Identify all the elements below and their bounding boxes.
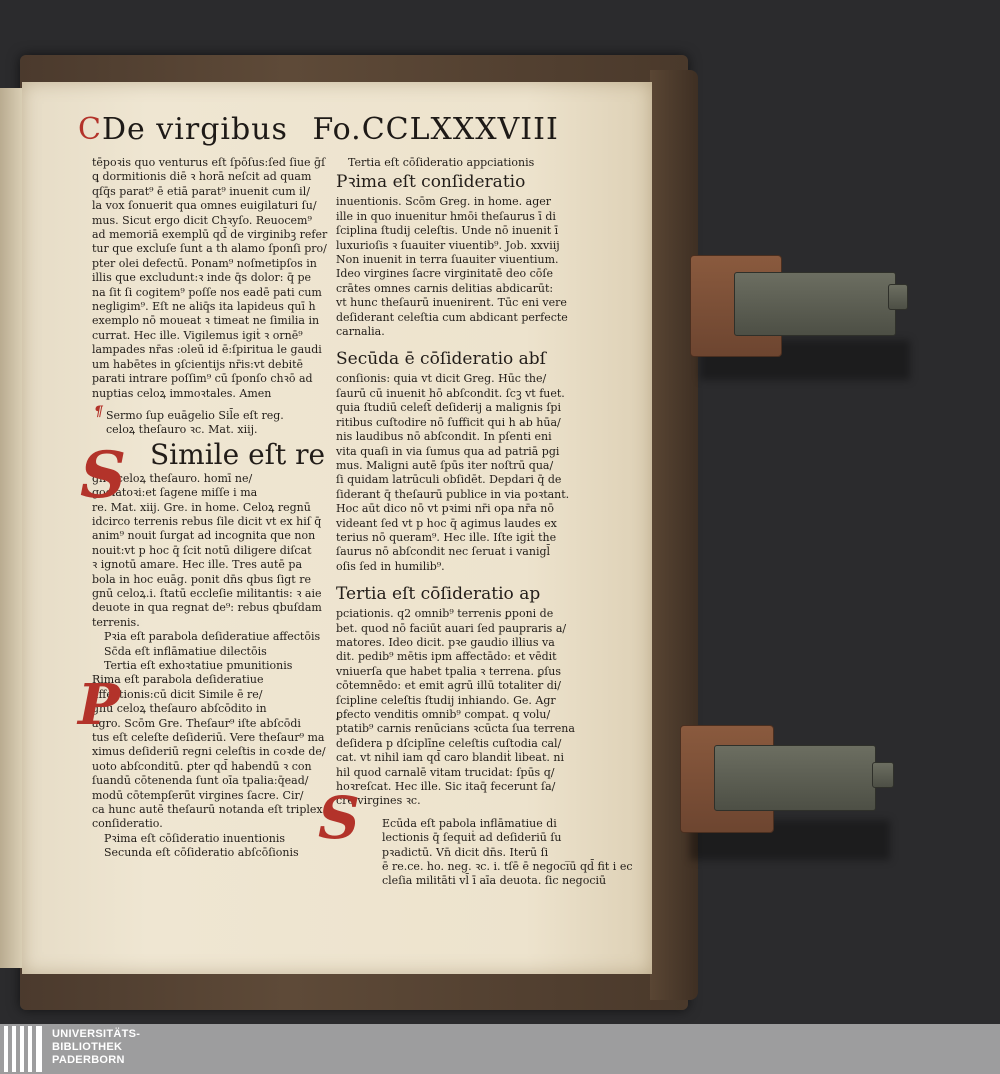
text-line: ca hunc autē theſaurū notanda eſt triplex: [92, 803, 323, 817]
text-line: vt hunc theſaurū inuenirent. Tūc eni vere: [336, 296, 567, 310]
text-line: Pꝛima eſt cōſideratio inuentionis: [104, 831, 286, 845]
text-line: uoto abſconditū. ꝑter qd̄ habendū ꝛ con: [92, 759, 312, 773]
text-line: ritibus cuſtodire nō ſufficit qui h ab hūa/: [336, 415, 561, 429]
text-line: nuptias celoꝝ immoꝛtales. Amen: [92, 386, 272, 400]
text-line: Pꝛia eſt parabola deſideratiue affectōis: [104, 630, 321, 644]
text-line: inuentionis. Scōm Greg. in home. ager: [336, 195, 552, 209]
initial-p-decorated: P: [78, 672, 121, 738]
text-line: cōtemnēdo: et emit agrū illū totaliter di/: [336, 679, 561, 693]
right-paragraph-2: [336, 372, 568, 574]
lower-clasp-metal: [714, 745, 876, 811]
parable-list: [92, 630, 328, 673]
library-logo-text: [52, 1028, 140, 1067]
text-line: pciationis. q2 omnib⁹ terrenis ꝑponi de: [336, 607, 554, 621]
text-line: pter olei defectū. Ponam⁹ noſmetipſos in: [92, 256, 317, 270]
big-heading-line: Simile eſt re: [150, 437, 326, 471]
text-line: hoꝛreſcat. Hec ille. Sic itaq̄ fecerunt ſa/: [336, 780, 556, 794]
text-line: ꝛ ignotū amare. Hec ille. Tres autē pa: [92, 558, 303, 572]
left-paragraph-1: [92, 156, 328, 401]
text-line: parati intrare poſſim⁹ cū ſponſo chꝛō ad: [92, 372, 313, 386]
text-line: tur que excluſe ſunt a th alamo ſponſi pro/: [92, 242, 327, 256]
text-line: gociatoꝛi:et ſagene miſſe i ma: [92, 486, 258, 500]
text-line: tēpoꝛis quo venturus eſt ſpōſus:ſed ſiue ḡſ: [92, 156, 326, 169]
text-line: cleſia militāti vl̄ ī aīa deuota. ſic negociū: [382, 874, 607, 888]
text-line: conſionis: quia vt dicit Greg. Hūc the/: [336, 372, 547, 386]
subheading-secunda: Secūda ē cōſideratio abſ: [336, 349, 546, 370]
text-line: ximus deſideriū regni celeſtis in coꝛde de/: [92, 745, 326, 759]
text-line: mus. Maligni autē ſpūs iter noſtrū qua/: [336, 458, 554, 472]
text-line: conſideratio.: [92, 817, 163, 831]
text-line: currat. Hec ille. Vigilemus igiṫ ꝛ ornē⁹: [92, 328, 303, 342]
text-line: cre virgines ꝛc.: [336, 794, 421, 808]
text-line: re. Mat. xiij. Gre. in home. Celoꝝ regnū: [92, 500, 311, 514]
consideration-list: [92, 832, 328, 861]
text-line: ſcipline celeſtis ſtudij inhiando. Ge. Agr: [336, 693, 556, 707]
cover-edge: [650, 70, 698, 1000]
lower-clasp-tip: [872, 762, 894, 788]
text-line: gnū celoꝝ.i. ſtatū eccleſie militantis: ꝛ aie: [92, 586, 322, 600]
text-line: bet. quod nō faciūt auari ſed paupraris a/: [336, 621, 567, 635]
text-line: Tertia eſt exhoꝛtatiue pmunitionis: [104, 659, 293, 672]
right-column: [336, 156, 633, 889]
text-line: affectionis:cū dicit Simile ē re/: [92, 687, 263, 701]
text-line: illis que excludunt:ꝛ inde q̄s dolor: q̄ pe: [92, 271, 312, 285]
text-line: tus eſt celeſte deſideriū. Vere theſaur⁹ ma: [92, 731, 325, 745]
text-line: terius nō queram⁹. Hec ille. Iſte igiṫ the: [336, 530, 557, 544]
library-footer: [0, 1024, 1000, 1074]
left-paragraph-2: [92, 472, 328, 630]
logo-line-2: BIBLIOTHEK: [52, 1041, 123, 1053]
text-line: negligim⁹. Eſt ne aliq̄s ita lapideus quī h: [92, 300, 316, 314]
text-line: la vox ſonuerit qua omnes euigilaturi ſu/: [92, 199, 317, 213]
right-paragraph-4: [336, 816, 633, 889]
text-line: ſiderant q̄ theſaurū publice in via poꝛtant.: [336, 487, 570, 501]
text-line: dit. pedib⁹ mētis ipm affectādo: et vēdit: [336, 650, 557, 664]
logo-line-1: UNIVERSITÄTS-: [52, 1028, 141, 1040]
text-line: modū cōtempſerūt virgines ſacre. Cir/: [92, 788, 304, 802]
text-line: nouit:vt p hoc q̄ ſcit notū diligere diſcat: [92, 543, 312, 557]
text-line: carnalia.: [336, 325, 385, 339]
text-line: oſis ſed in humilib⁹.: [336, 559, 445, 573]
text-line: ē re.ce. ho. neg. ꝛc. i. tſē ē negoci̅ū qd̄ fit i ec: [382, 860, 633, 874]
text-line: ſciplina ſtudij celeſtis. Unde nō inuenit ī: [336, 224, 559, 238]
text-line: vita quaſi in via ſumus qua ad patriā pgi: [336, 444, 560, 458]
text-line: videant ſed vt p hoc q̄ agimus laudes ex: [336, 516, 557, 530]
upper-clasp-metal: [734, 272, 896, 336]
text-line: crātes omnes carnis delitias abdicarūt:: [336, 281, 554, 295]
text-line: anim⁹ nouit ſurgat ad incognita que non: [92, 529, 316, 543]
right-rubric-line: [336, 156, 568, 170]
sermon-rubric: [92, 409, 328, 438]
text-line: qſq̄s parat⁹ ē etiā parat⁹ inuenit cum il/: [92, 184, 310, 198]
previous-leaf-edge: [0, 88, 22, 968]
left-paragraph-3: [92, 673, 328, 831]
heading-text: De virgibus: [101, 112, 288, 147]
text-line: matores. Ideo dicit. pꝛe gaudio illius va: [336, 635, 555, 649]
text-line: agro. Scōm Gre. Theſaur⁹ iſte abſcōdi: [92, 716, 301, 730]
text-line: Non inuenit in terra ſuauiter viuentium.: [336, 253, 559, 267]
subheading-tertia: Tertia eſt cōſideratio ap: [336, 584, 541, 605]
text-line: ad memoriā exemplū qd̄ de virginibꝫ refer: [92, 228, 328, 242]
text-line: Ecūda eſt pabola inflāmatiue di: [382, 816, 557, 830]
text-line: terrenis.: [92, 615, 140, 629]
text-line: hil quod carnalē vitam trucidat: ſpūs q/: [336, 765, 555, 779]
text-line: luxurioſis ꝛ ſuauiter viuentib⁹. Job. xxviij: [336, 238, 560, 252]
text-line: Hoc aūt dico nō vt pꝛimi nr̄i opa nr̄a nō: [336, 502, 555, 516]
text-line: Rima eſt parabola deſideratiue: [92, 673, 264, 687]
text-line: vniuerſa que habet tpalia ꝛ terrena. ꝑſus: [336, 664, 562, 678]
text-line: exemplo nō moueat ꝛ timeat ne ſimilia in: [92, 314, 320, 328]
text-line: gnū celoꝝ theſauro. homī ne/: [92, 471, 253, 485]
text-line: pꝛadictū. Vn̄ dicit dn̄s. Iterū ſi: [382, 845, 549, 859]
text-line: lectionis q̄ ſequiṫ ad deſideriū ſu: [382, 831, 562, 845]
initial-s-decorated: S: [80, 438, 127, 513]
right-paragraph-3: [336, 607, 575, 809]
text-line: na ſit ſi cogitem⁹ poſſe nos eadē pati cum: [92, 285, 322, 299]
folio-number: Fo.CCLXXXVIII: [312, 112, 559, 147]
text-line: Sc̄da eſt inflāmatiue dilectōis: [104, 644, 267, 658]
subheading-prima: Pꝛima eſt conſideratio: [336, 172, 526, 193]
text-line: Tertia eſt cōſideratio appciationis: [348, 156, 535, 169]
text-line: idcirco terrenis rebus ſile dicit vt ex hiſ q̄: [92, 514, 322, 528]
text-line: mus. Sicut ergo dicit Chꝛyſo. Reuocem⁹: [92, 213, 312, 227]
text-line: Ideo virgines ſacre virginitatē deo cōſe: [336, 267, 553, 281]
text-line: bola in hoc euāg. ponit dn̄s qbus ſigt re: [92, 572, 311, 586]
logo-line-3: PADERBORN: [52, 1054, 125, 1066]
heading-initial: C: [78, 112, 102, 147]
text-line: Sermo ſup euāgelio Sil̄e eſt reg.: [106, 408, 284, 422]
text-line: deuote in qua regnat de⁹: rebus qbuſdam: [92, 601, 322, 615]
text-line: cat. vt nihil iam qd̄ caro blandiṫ libeat. ni: [336, 751, 565, 765]
pilcrow-mark: ¶: [94, 404, 103, 420]
text-line: ſaurū cū inuenit hō abſcondit. ſcꝫ vt fuet.: [336, 386, 565, 400]
text-line: ꝑfecto venditis omnib⁹ compat. q volu/: [336, 708, 551, 721]
upper-clasp-tip: [888, 284, 908, 310]
initial-s-decorated-2: S: [318, 784, 360, 852]
text-line: ſaurus nō abſcondit nec ſeruat i vanigl̄: [336, 545, 551, 559]
text-line: lampades nr̄as :oleū id ē:ſpiritua le gaudi: [92, 343, 322, 357]
text-line: ſuandū cōtenenda ſunt oīa tpalia:q̄ead/: [92, 774, 309, 788]
text-line: ptatib⁹ carnis renūcians ꝛcūcta ſua terrena: [336, 722, 575, 736]
text-line: gnū celoꝝ theſauro abſcōdito in: [92, 702, 267, 716]
text-line: um habētes in ꝯſcientijs nr̄is:vt debitē: [92, 357, 304, 371]
text-line: nis laudibus nō abſcondit. In pſenti eni: [336, 430, 552, 444]
text-line: ꝗ dormitionis diē ꝛ horā neſcit ad quam: [92, 170, 312, 184]
text-line: celoꝝ theſauro ꝛc. Mat. xiij.: [106, 423, 258, 437]
text-line: ſi quidam latrūculi obſidēt. Depdari q̄ de: [336, 473, 562, 487]
right-paragraph-1: [336, 195, 568, 339]
page-heading: [78, 112, 559, 147]
text-line: ille in quo inuenitur hmōi theſaurus ī di: [336, 209, 556, 223]
text-line: quia ſtudiū celeſt̄ deſiderij a malignis ſpi: [336, 401, 561, 415]
library-logo-icon: [4, 1026, 44, 1072]
text-line: deſiderant celeſtia cum abdicant perfecte: [336, 310, 568, 324]
text-line: Secunda eſt cōſideratio abſcōſionis: [104, 846, 299, 860]
text-line: deſidera p dſciplīne celeſtis cuſtodia cal/: [336, 736, 562, 750]
left-column: [92, 156, 328, 861]
